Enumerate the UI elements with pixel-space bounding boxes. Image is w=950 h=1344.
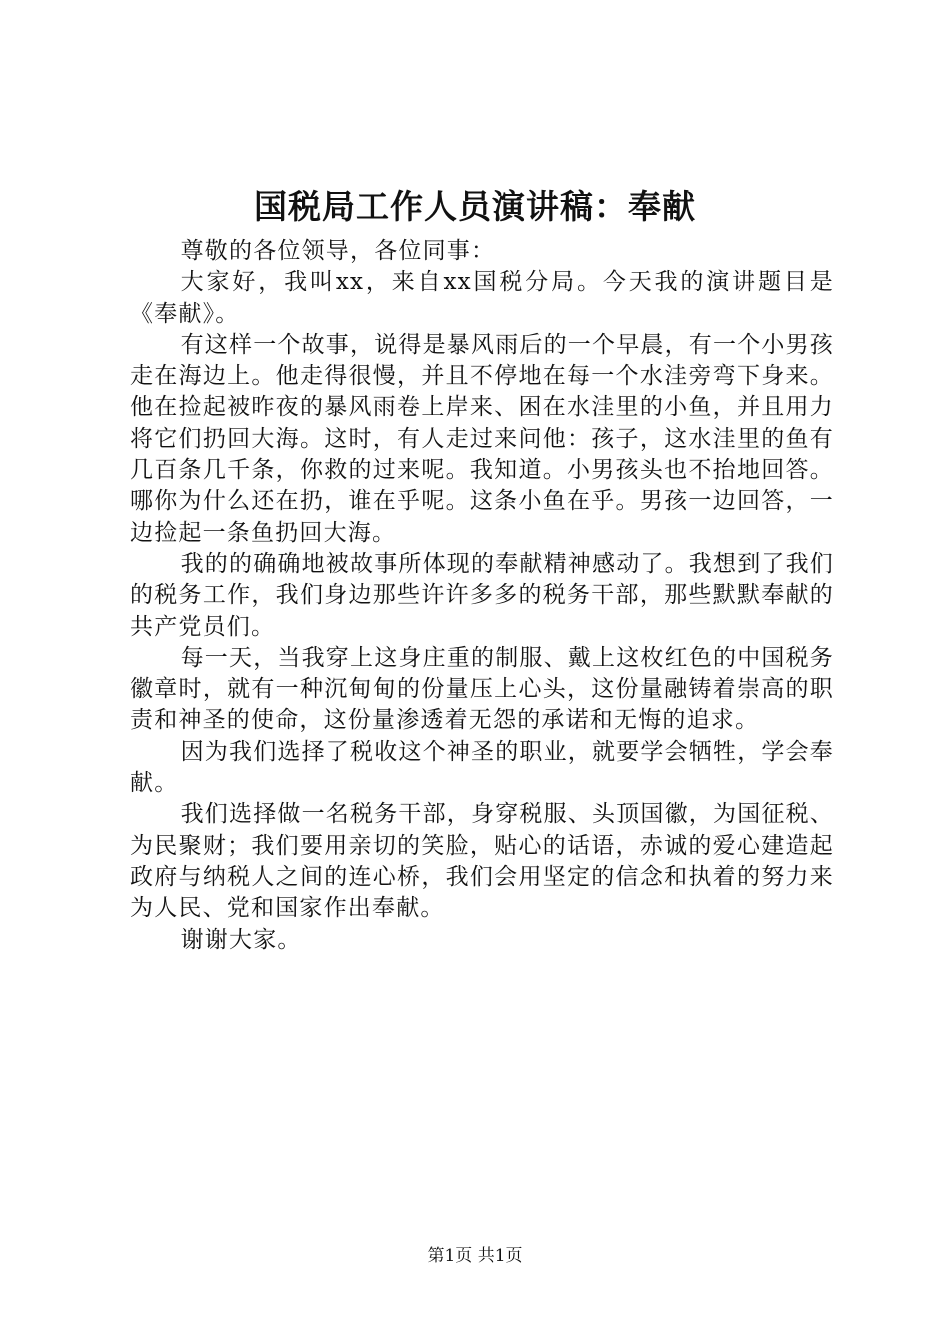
sacrifice-paragraph: 因为我们选择了税收这个神圣的职业，就要学会牺牲，学会奉献。 — [130, 738, 834, 797]
salutation-paragraph: 尊敬的各位领导，各位同事： — [180, 238, 496, 264]
intro-paragraph: 大家好，我叫xx，来自xx国税分局。今天我的演讲题目是《奉献》。 — [130, 269, 834, 327]
reflection-paragraph: 我的的确确地被故事所体现的奉献精神感动了。我想到了我们的税务工作，我们身边那些许许多多的税务干部，那些默默奉献的共产党员们。 — [130, 550, 834, 640]
uniform-paragraph: 每一天，当我穿上这身庄重的制服、戴上这枚红色的中国税务徽章时，就有一种沉甸甸的份量压上心头，这份量融铸着崇高的职责和神圣的使命，这份量渗透着无怨的承诺和无悔的追求。 — [130, 644, 834, 734]
story-paragraph: 有这样一个故事，说得是暴风雨后的一个早晨，有一个小男孩走在海边上。他走得很慢，并且不停地在每一个水洼旁弯下身来。他在捡起被昨夜的暴风雨卷上岸来、困在水洼里的小鱼，并且用力将它们扔回大海。这时，有人走过来问他：孩子，这水洼里的鱼有几百条几千条，你救的过来呢。我知道。小男孩头也不抬地回答。哪你为什么还在扔，谁在乎呢。这条小鱼在乎。男孩一边回答，一边捡起一条鱼扔回大海。 — [130, 331, 834, 546]
mission-paragraph: 我们选择做一名税务干部，身穿税服、头顶国徽，为国征税、为民聚财；我们要用亲切的笑脸，贴心的话语，赤诚的爱心建造起政府与纳税人之间的连心桥，我们会用坚定的信念和执着的努力来为人民、党和国家作出奉献。 — [130, 801, 834, 922]
closing-paragraph: 谢谢大家。 — [180, 926, 302, 953]
document-body — [130, 236, 834, 956]
page-number-footer: 第1页 共1页 — [427, 1246, 523, 1266]
document-title: 国税局工作人员演讲稿：奉献 — [254, 187, 696, 226]
